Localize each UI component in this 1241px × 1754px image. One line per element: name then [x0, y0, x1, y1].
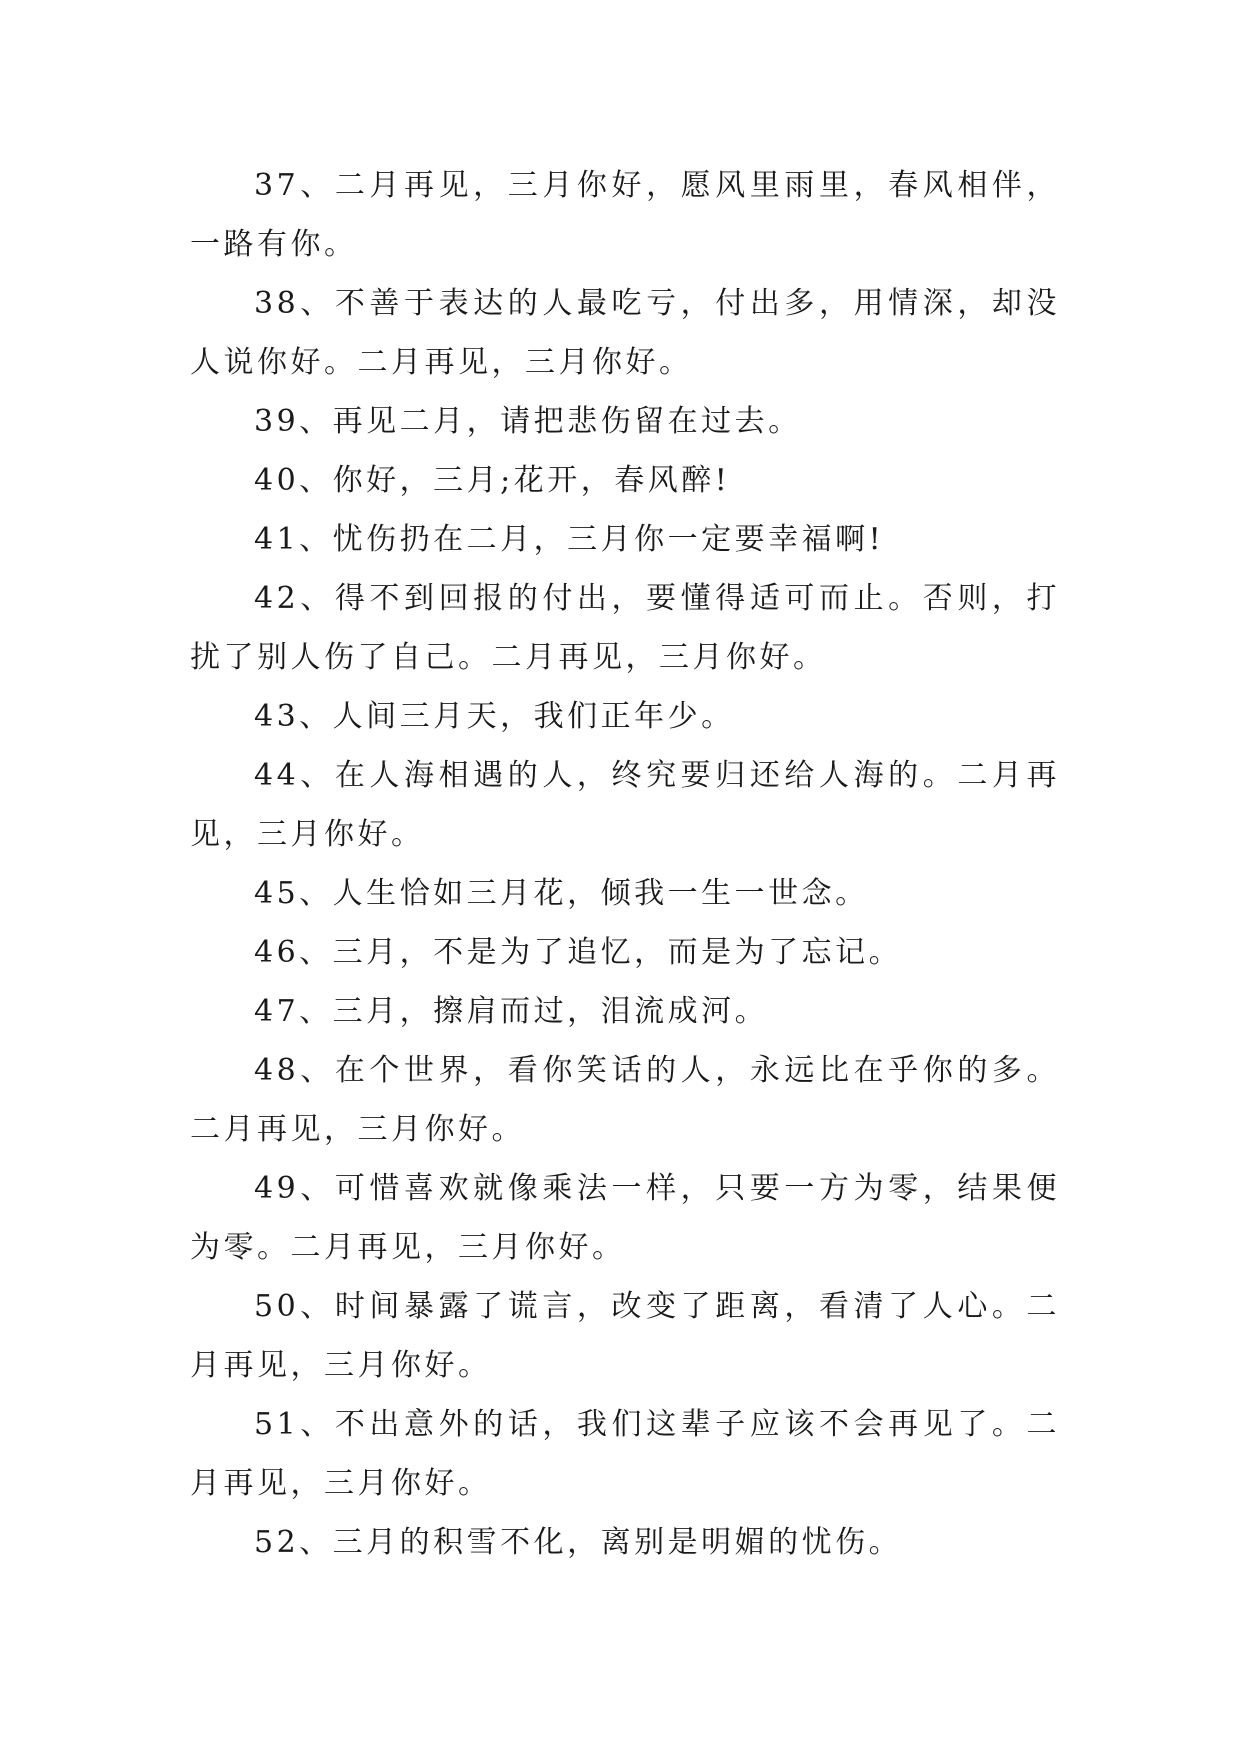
- paragraph-39: 39、再见二月，请把悲伤留在过去。: [254, 404, 802, 439]
- paragraph-42: 42、得不到回报的付出，要懂得适可而止。否则，打扰了别人伤了自己。二月再见，三月你好。: [190, 581, 1060, 675]
- paragraph-40: 40、你好，三月;花开，春风醉!: [254, 463, 731, 498]
- paragraph-50: 50、时间暴露了谎言，改变了距离，看清了人心。二月再见，三月你好。: [190, 1289, 1060, 1383]
- paragraph-48: 48、在个世界，看你笑话的人，永远比在乎你的多。二月再见，三月你好。: [190, 1053, 1060, 1147]
- paragraph-37: 37、二月再见，三月你好，愿风里雨里，春风相伴，一路有你。: [190, 168, 1060, 262]
- paragraph-43: 43、人间三月天，我们正年少。: [254, 699, 735, 734]
- paragraph-45: 45、人生恰如三月花，倾我一生一世念。: [254, 876, 869, 911]
- paragraph-38: 38、不善于表达的人最吃亏，付出多，用情深，却没人说你好。二月再见，三月你好。: [190, 286, 1060, 380]
- paragraph-46: 46、三月，不是为了追忆，而是为了忘记。: [254, 935, 903, 970]
- paragraph-44: 44、在人海相遇的人，终究要归还给人海的。二月再见，三月你好。: [190, 758, 1060, 852]
- paragraph-49: 49、可惜喜欢就像乘法一样，只要一方为零，结果便为零。二月再见，三月你好。: [190, 1171, 1060, 1265]
- paragraph-47: 47、三月，擦肩而过，泪流成河。: [254, 994, 769, 1029]
- paragraph-41: 41、忧伤扔在二月，三月你一定要幸福啊!: [254, 522, 885, 557]
- paragraph-51: 51、不出意外的话，我们这辈子应该不会再见了。二月再见，三月你好。: [190, 1407, 1060, 1501]
- document-body: [190, 156, 1060, 1572]
- paragraph-52: 52、三月的积雪不化，离别是明媚的忧伤。: [254, 1525, 903, 1560]
